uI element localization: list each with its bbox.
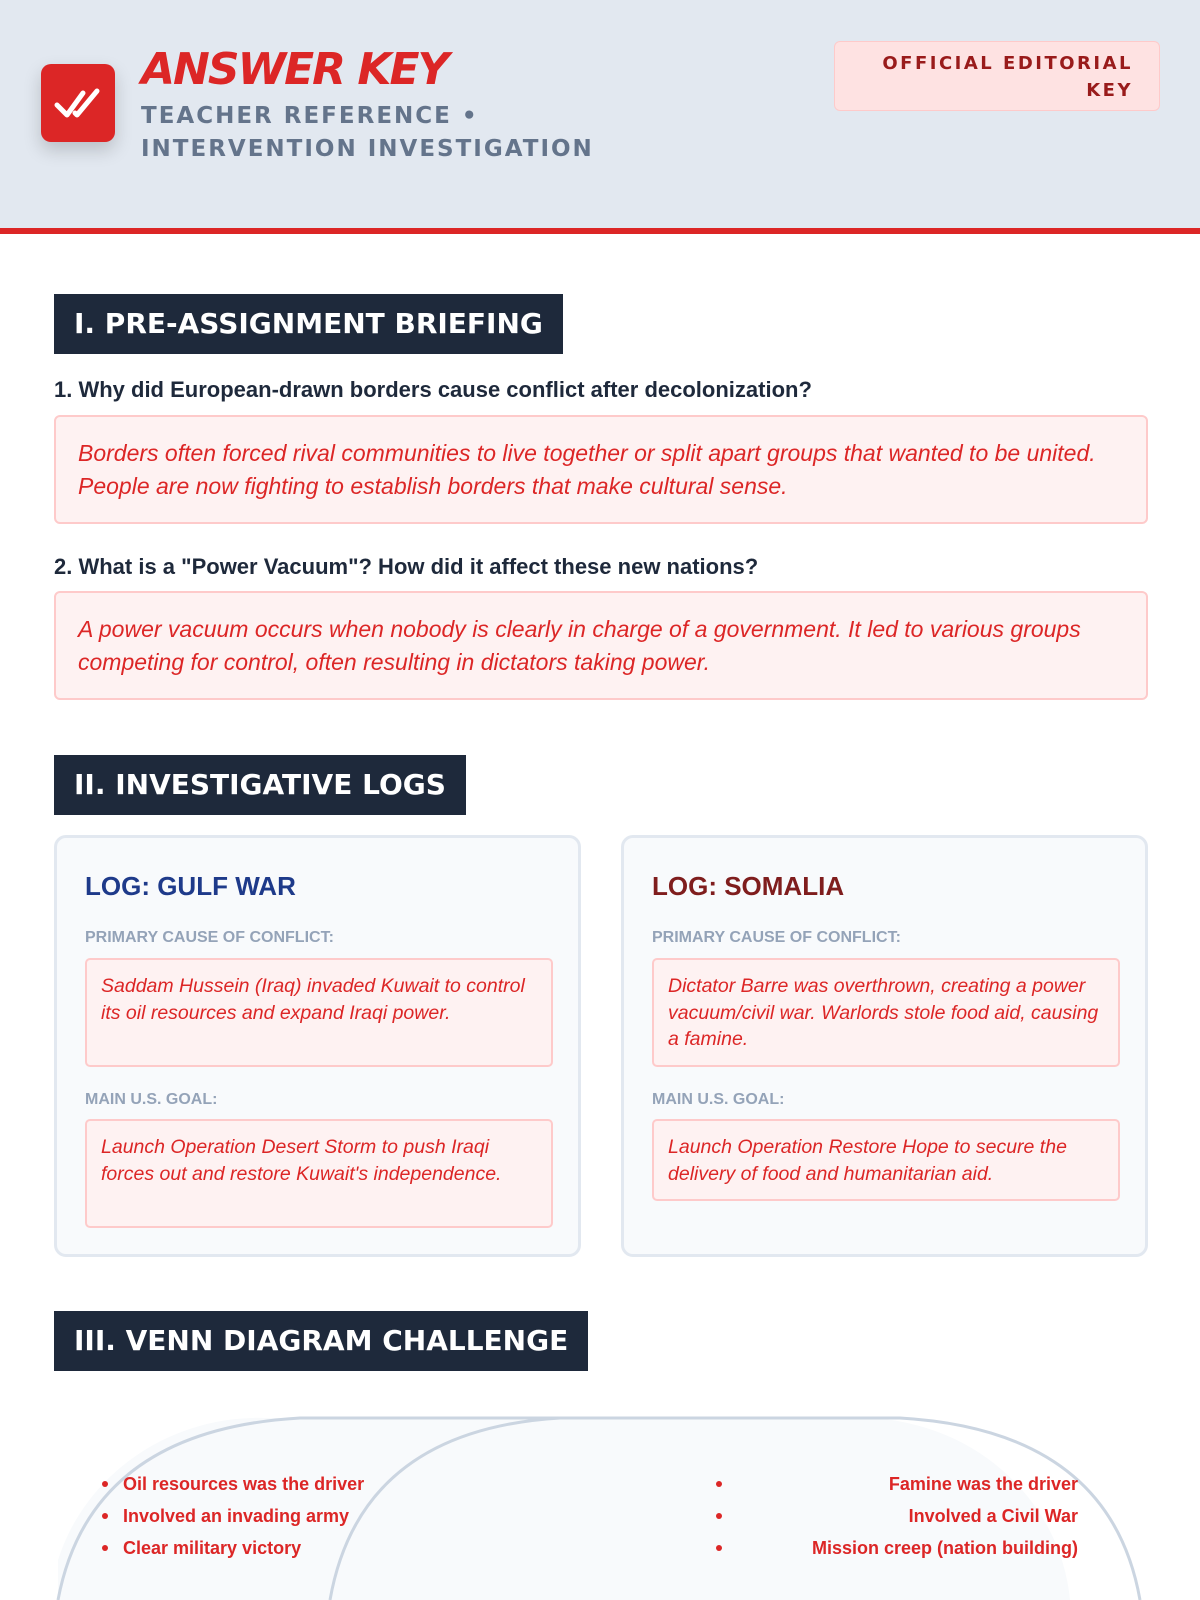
question-1: 1. Why did European-drawn borders cause conflict after decolonization? [54,377,812,402]
goal-label: MAIN U.S. GOAL: [652,1091,785,1108]
page-header [0,0,1200,234]
cause-answer: Saddam Hussein (Iraq) invaded Kuwait to control its oil resources and expand Iraqi power. [85,958,553,1067]
venn-diagram [0,1410,1200,1600]
answer-2: A power vacuum occurs when nobody is clearly in charge of a government. It led to various groups competing for control, often resulting in dictators taking power. [54,591,1148,700]
goal-answer: Launch Operation Desert Storm to push Iraqi forces out and restore Kuwait's independence. [85,1119,553,1228]
official-key-badge: OFFICIAL EDITORIAL KEY [834,41,1160,111]
list-item: Mission creep (nation building) [716,1532,1078,1564]
log-title: LOG: GULF WAR [85,871,296,901]
cause-label: PRIMARY CAUSE OF CONFLICT: [652,929,901,946]
goal-label: MAIN U.S. GOAL: [85,1091,218,1108]
list-item: Involved a Civil War [716,1500,1078,1532]
logo-badge [41,64,115,142]
cause-answer: Dictator Barre was overthrown, creating a power vacuum/civil war. Warlords stole food aid, causing a famine. [652,958,1120,1067]
page-subtitle: TEACHER REFERENCE • INTERVENTION INVESTIGATION [141,103,594,162]
list-item: Oil resources was the driver [102,1468,364,1500]
page-title: ANSWER KEY [141,44,448,95]
log-title: LOG: SOMALIA [652,871,845,901]
list-item: Clear military victory [102,1532,364,1564]
goal-answer: Launch Operation Restore Hope to secure the delivery of food and humanitarian aid. [652,1119,1120,1201]
section-heading-venn: III. VENN DIAGRAM CHALLENGE [54,1311,588,1371]
cause-label: PRIMARY CAUSE OF CONFLICT: [85,929,334,946]
venn-right-list [716,1468,1078,1564]
log-card-gulf-war [54,835,581,1257]
list-item: Involved an invading army [102,1500,364,1532]
list-item: Famine was the driver [716,1468,1078,1500]
answer-1: Borders often forced rival communities to live together or split apart groups that wanted to be united. People are now fighting to establish borders that make cultural sense. [54,415,1148,524]
question-2: 2. What is a "Power Vacuum"? How did it affect these new nations? [54,554,759,579]
double-check-icon [53,83,103,123]
section-heading-briefing: I. PRE-ASSIGNMENT BRIEFING [54,294,563,354]
venn-left-list [102,1468,364,1564]
section-heading-logs: II. INVESTIGATIVE LOGS [54,755,466,815]
log-card-somalia [621,835,1148,1257]
